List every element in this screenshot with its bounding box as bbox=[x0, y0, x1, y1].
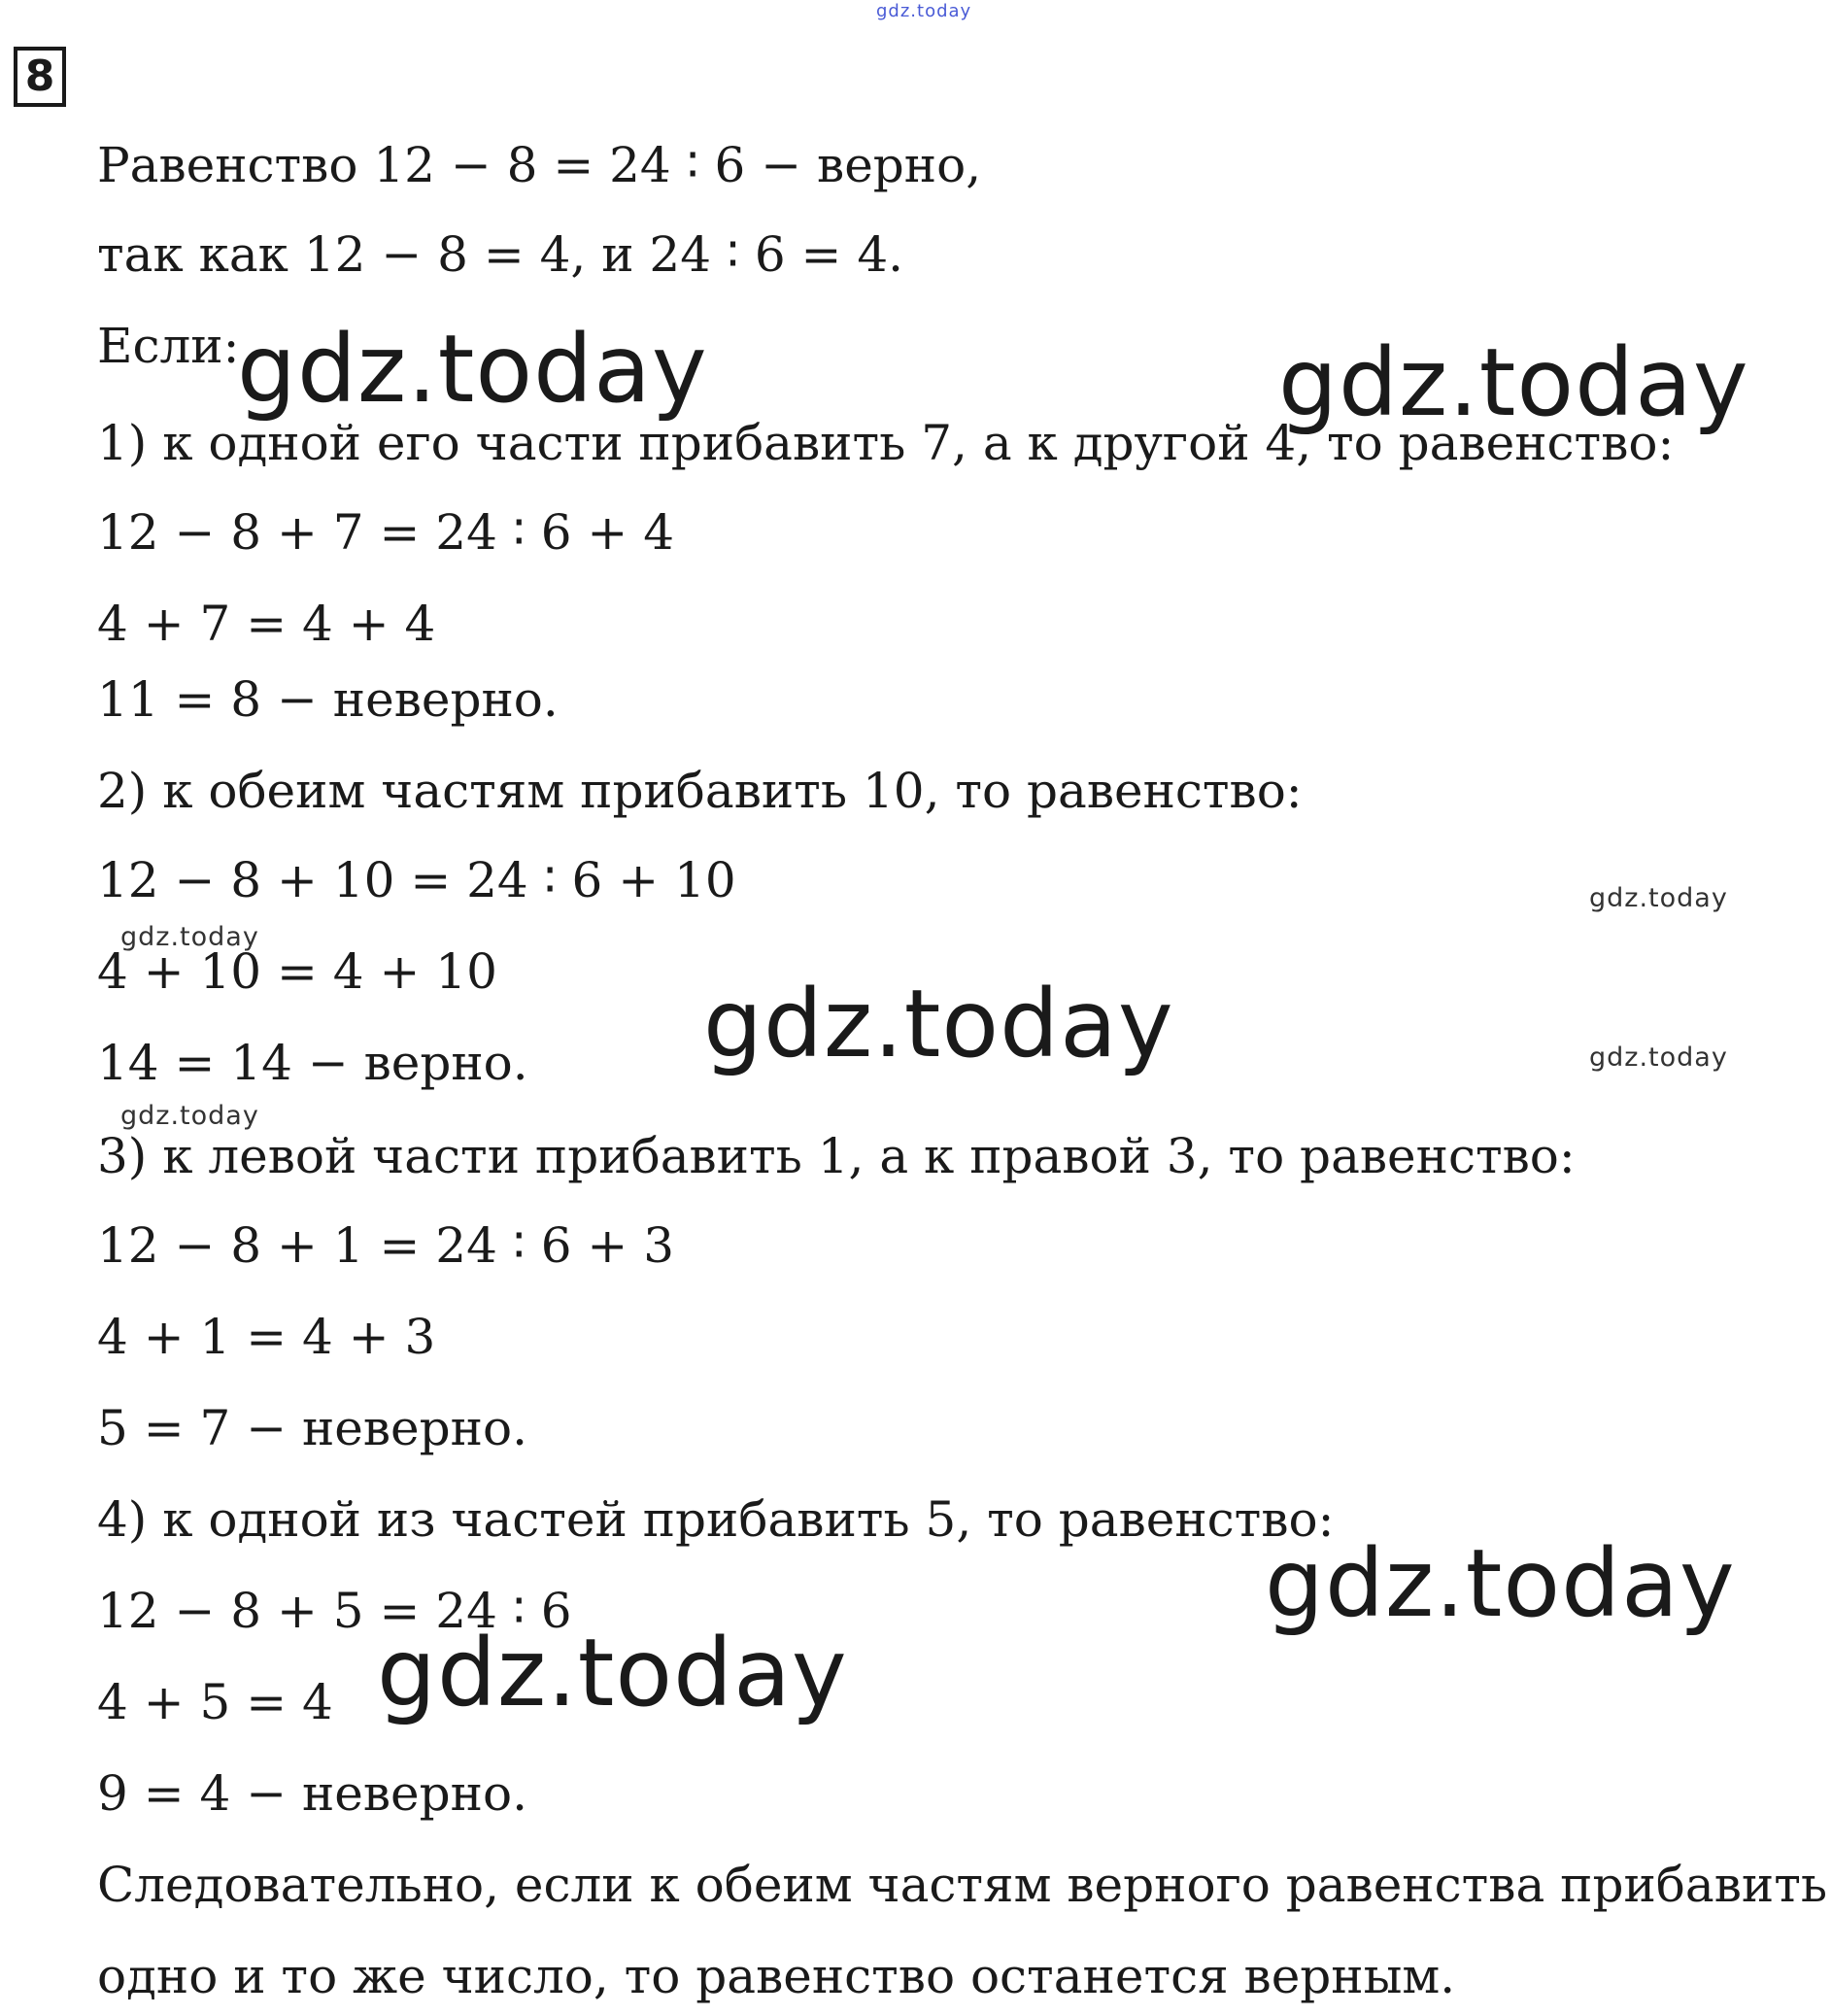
text-line-16: 4) к одной из частей прибавить 5, то равенство: bbox=[97, 1491, 1335, 1548]
text-line-2: так как 12 − 8 = 4, и 24 ∶ 6 = 4. bbox=[97, 226, 904, 283]
text-line-13: 12 − 8 + 1 = 24 ∶ 6 + 3 bbox=[97, 1217, 675, 1274]
text-line-14: 4 + 1 = 4 + 3 bbox=[97, 1309, 436, 1365]
text-line-7: 11 = 8 − неверно. bbox=[97, 671, 559, 728]
text-line-12: 3) к левой части прибавить 1, а к правой 3, то равенство: bbox=[97, 1128, 1576, 1184]
text-line-5: 12 − 8 + 7 = 24 ∶ 6 + 4 bbox=[97, 504, 675, 561]
watermark-small-2: gdz.today bbox=[120, 922, 259, 952]
text-line-4: 1) к одной его части прибавить 7, а к другой 4, то равенство: bbox=[97, 415, 1675, 471]
text-line-3: Если: bbox=[97, 318, 240, 374]
watermark-large-1: gdz.today bbox=[237, 315, 708, 424]
text-line-9: 12 − 8 + 10 = 24 ∶ 6 + 10 bbox=[97, 852, 736, 908]
text-line-18: 4 + 5 = 4 bbox=[97, 1674, 333, 1730]
text-line-1: Равенство 12 − 8 = 24 ∶ 6 − верно, bbox=[97, 137, 982, 193]
watermark-large-5: gdz.today bbox=[377, 1619, 848, 1727]
text-line-10: 4 + 10 = 4 + 10 bbox=[97, 943, 497, 1000]
text-line-19: 9 = 4 − неверно. bbox=[97, 1765, 527, 1822]
watermark-small-4: gdz.today bbox=[120, 1101, 259, 1131]
watermark-large-3: gdz.today bbox=[703, 970, 1174, 1078]
watermark-small-1: gdz.today bbox=[1589, 883, 1728, 913]
watermark-large-2: gdz.today bbox=[1278, 328, 1749, 437]
watermark-small-3: gdz.today bbox=[1589, 1042, 1728, 1073]
text-line-8: 2) к обеим частям прибавить 10, то равенство: bbox=[97, 763, 1303, 819]
text-line-21: одно и то же число, то равенство останется верным. bbox=[97, 1948, 1456, 2004]
watermark-top: gdz.today bbox=[876, 1, 972, 21]
text-line-15: 5 = 7 − неверно. bbox=[97, 1400, 527, 1456]
text-line-20: Следовательно, если к обеим частям верного равенства прибавить bbox=[97, 1857, 1828, 1913]
text-line-11: 14 = 14 − верно. bbox=[97, 1035, 528, 1091]
watermark-large-4: gdz.today bbox=[1265, 1529, 1736, 1638]
text-line-17: 12 − 8 + 5 = 24 ∶ 6 bbox=[97, 1583, 572, 1639]
text-line-6: 4 + 7 = 4 + 4 bbox=[97, 596, 436, 652]
task-number-badge: 8 bbox=[14, 47, 66, 107]
